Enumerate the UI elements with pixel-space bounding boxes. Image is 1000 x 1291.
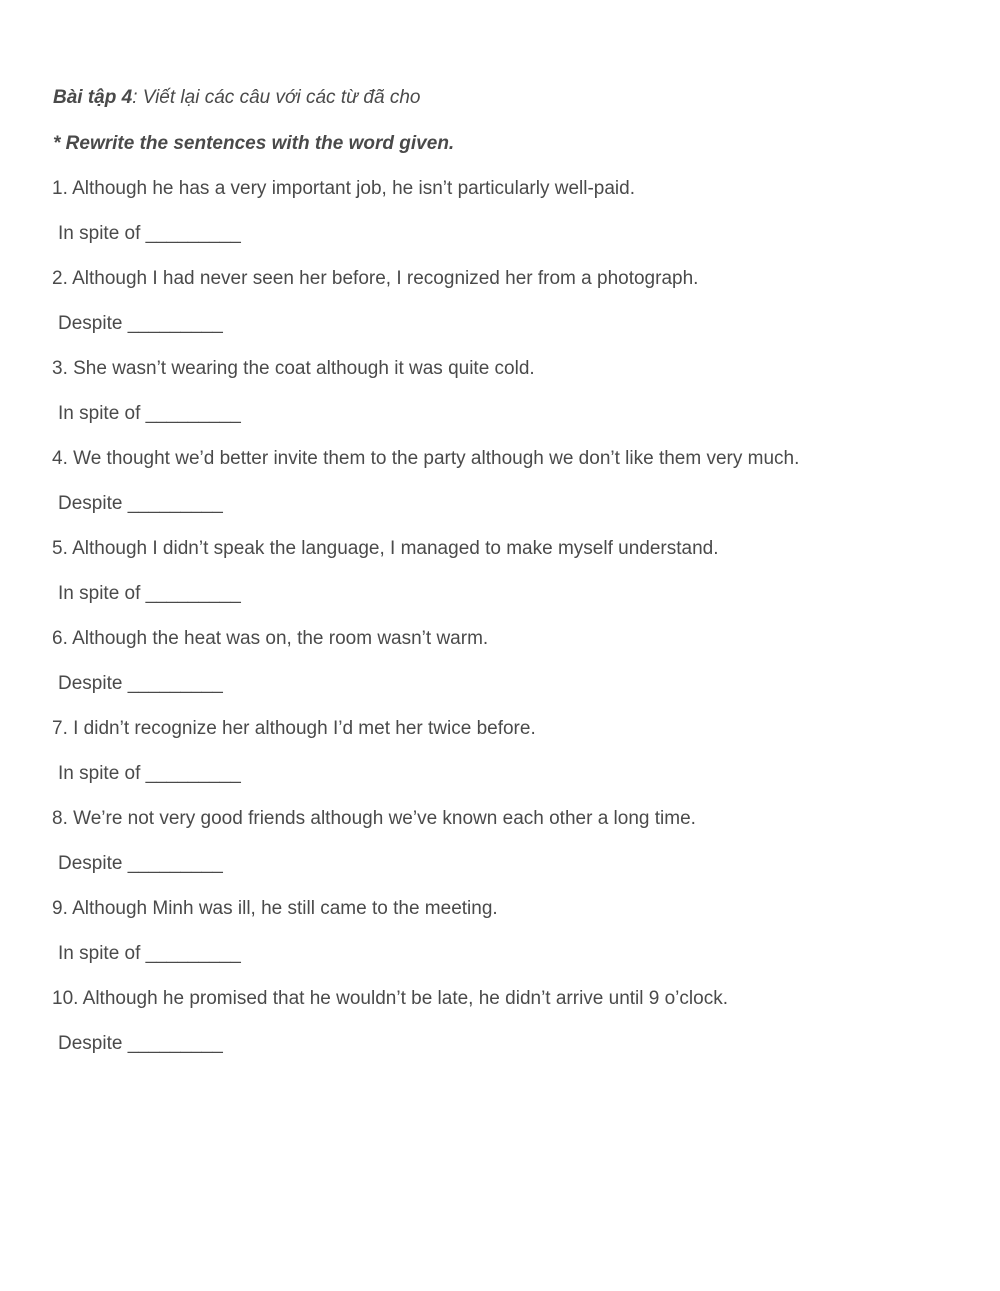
exercise-sentence: 10. Although he promised that he wouldn’t be late, he didn’t arrive until 9 o’clock. — [52, 988, 728, 1009]
answer-prompt[interactable]: In spite of _________ — [58, 403, 241, 424]
exercise-item — [0, 536, 1000, 626]
exercise-item — [0, 806, 1000, 896]
exercise-sentence: 7. I didn’t recognize her although I’d met her twice before. — [52, 718, 536, 739]
exercise-title — [53, 87, 420, 109]
answer-prompt[interactable]: In spite of _________ — [58, 763, 241, 784]
exercise-item — [0, 896, 1000, 986]
exercise-item — [0, 176, 1000, 266]
exercise-sentence: 1. Although he has a very important job, he isn’t particularly well-paid. — [52, 178, 635, 199]
exercise-item — [0, 446, 1000, 536]
answer-prompt[interactable]: In spite of _________ — [58, 943, 241, 964]
answer-prompt[interactable]: Despite _________ — [58, 493, 223, 514]
exercise-label: Bài tập 4 — [53, 87, 133, 108]
exercise-item — [0, 356, 1000, 446]
exercise-subtitle: : Viết lại các câu với các từ đã cho — [132, 87, 421, 108]
exercise-sentence: 3. She wasn’t wearing the coat although it was quite cold. — [52, 358, 535, 379]
answer-prompt[interactable]: Despite _________ — [58, 673, 223, 694]
exercise-list — [0, 176, 1000, 1076]
exercise-item — [0, 986, 1000, 1076]
exercise-sentence: 8. We’re not very good friends although we’ve known each other a long time. — [52, 808, 696, 829]
exercise-sentence: 4. We thought we’d better invite them to the party although we don’t like them very much. — [52, 448, 800, 469]
exercise-item — [0, 716, 1000, 806]
exercise-sentence: 5. Although I didn’t speak the language, I managed to make myself understand. — [52, 538, 719, 559]
exercise-sentence: 9. Although Minh was ill, he still came to the meeting. — [52, 898, 498, 919]
exercise-sentence: 6. Although the heat was on, the room wasn’t warm. — [52, 628, 489, 649]
answer-prompt[interactable]: Despite _________ — [58, 1033, 223, 1054]
answer-prompt[interactable]: In spite of _________ — [58, 223, 241, 244]
exercise-item — [0, 266, 1000, 356]
exercise-sentence: 2. Although I had never seen her before, I recognized her from a photograph. — [52, 268, 699, 289]
exercise-instruction: * Rewrite the sentences with the word given. — [53, 133, 455, 154]
answer-prompt[interactable]: Despite _________ — [58, 313, 223, 334]
answer-prompt[interactable]: In spite of _________ — [58, 583, 241, 604]
answer-prompt[interactable]: Despite _________ — [58, 853, 223, 874]
exercise-item — [0, 626, 1000, 716]
